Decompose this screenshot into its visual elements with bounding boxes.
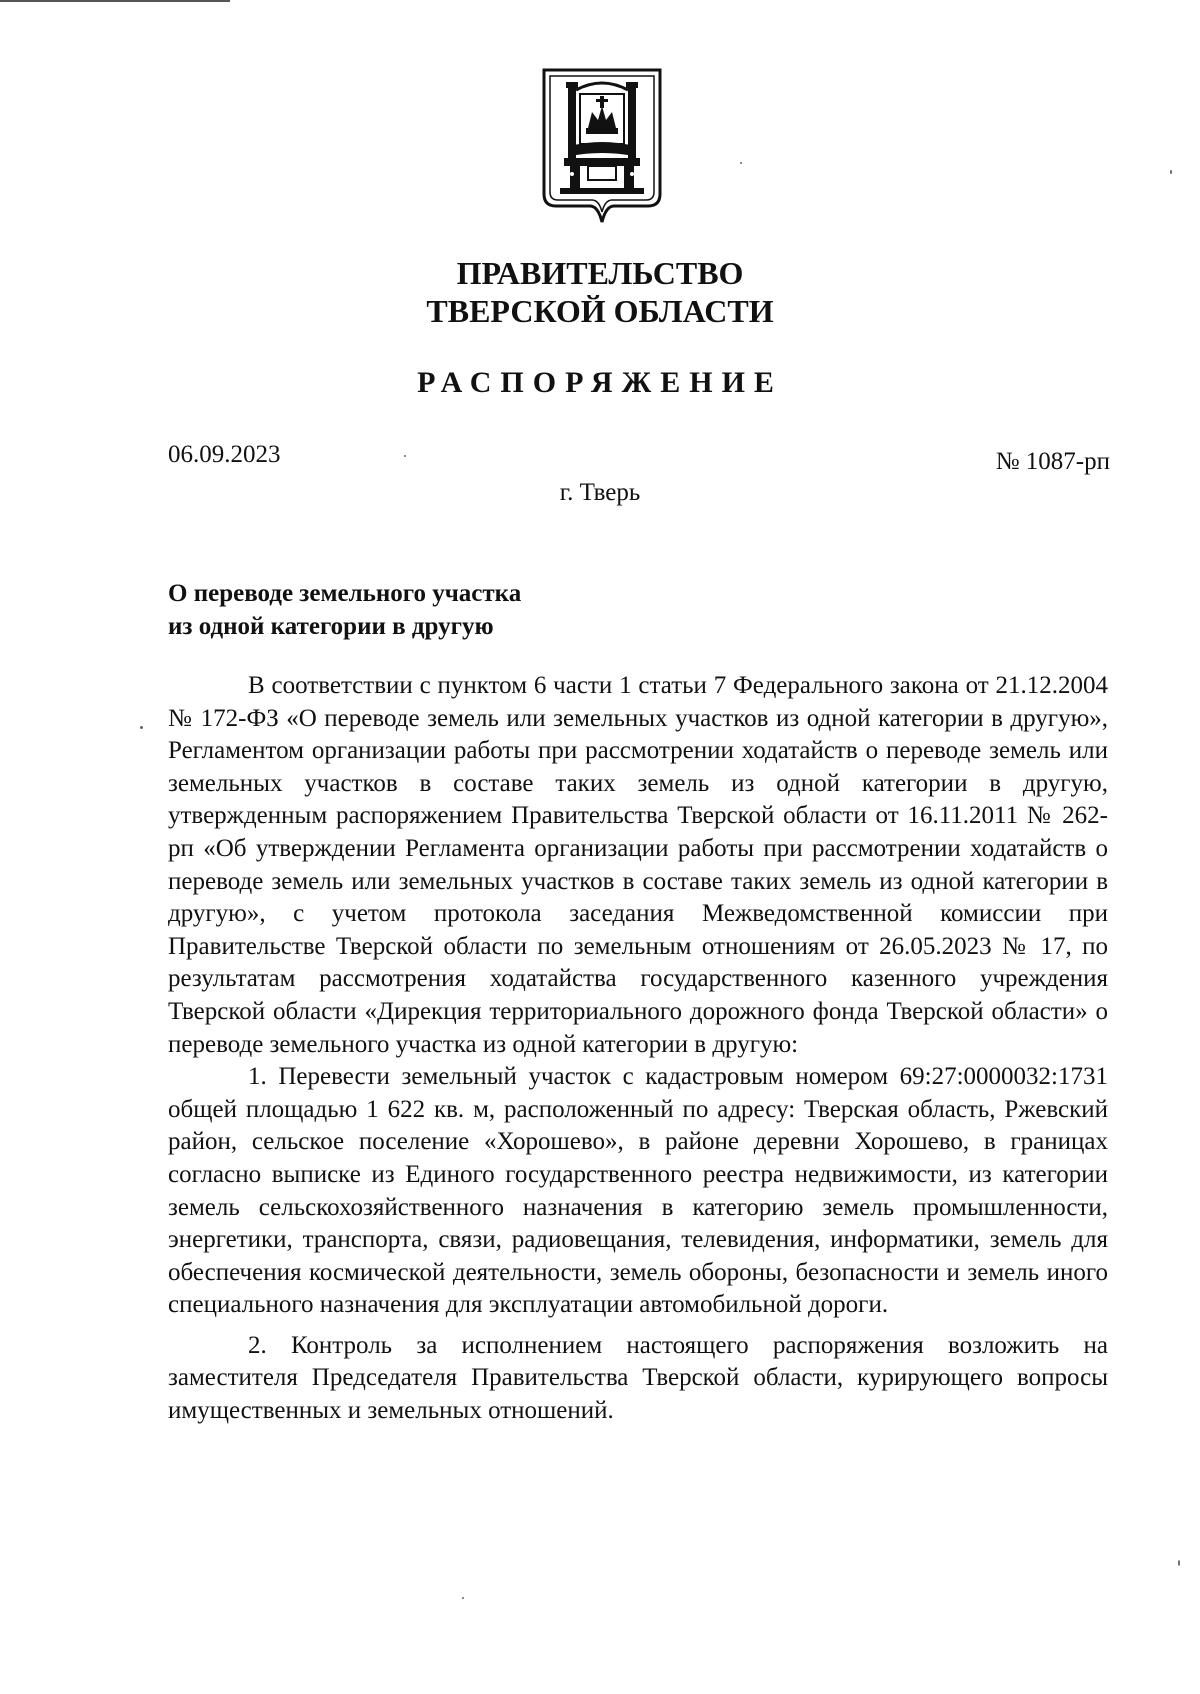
scan-speck (740, 162, 742, 164)
scan-speck (1178, 1560, 1180, 1566)
scan-speck (404, 455, 406, 457)
scan-speck (1170, 170, 1172, 174)
document-type-title: РАСПОРЯЖЕНИЕ (417, 366, 783, 399)
scan-speck (140, 726, 143, 729)
scan-speck (462, 1597, 464, 1599)
organization-name-line1: ПРАВИТЕЛЬСТВО (456, 255, 744, 291)
body-preamble: В соответствии с пунктом 6 части 1 статьи 7 Федерального закона от 21.12.2004 № 172-ФЗ «О переводе земель или земельных участков из одной категории в другую», Регламентом организации работы при рассмотрении ходатайств о переводе земель или земельных участков в составе таких земель из одной категории в другую, утвержденным распоряжением Правительства Тверской области от 16.11.2011 № 262-рп «Об утверждении Регламента организации работы при рассмотрении ходатайств о переводе земель или земельных участков в составе таких земель из одной категории в другую», с учетом протокола заседания Межведомственной комиссии при Правительстве Тверской области по земельным отношениям от 26.05.2023 № 17, по результатам рассмотрения ходатайства государственного казенного учреждения Тверской области «Дирекция территориального дорожного фонда Тверской области» о переводе земельного участка из одной категории в другую: (168, 672, 1108, 1058)
tver-coat-of-arms-icon (540, 66, 664, 226)
document-body (168, 670, 1108, 1428)
scan-edge-mark (0, 0, 230, 2)
document-city: г. Тверь (559, 479, 641, 506)
subject-line2: из одной категории в другую (168, 613, 494, 640)
body-item-2: 2. Контроль за исполнением настоящего распоряжения возложить на заместителя Председателя Правительства Тверской области, курирующего вопросы имущественных и земельных отношений. (168, 1331, 1108, 1425)
organization-name-line2: ТВЕРСКОЙ ОБЛАСТИ (426, 293, 774, 329)
document-date: 06.09.2023 (168, 441, 281, 468)
body-item-1: 1. Перевести земельный участок с кадастровым номером 69:27:0000032:1731 общей площадью 1 622 кв. м, расположенный по адресу: Тверская область, Ржевский район, сельское поселение «Хорошево», в районе деревни Хорошево, в границах согласно выписке из Единого государственного реестра недвижимости, из категории земель сельскохозяйственного назначения в категорию земель промышленности, энергетики, транспорта, связи, радиовещания, телевидения, информатики, земель для обеспечения космической деятельности, земель обороны, безопасности и земель иного специального назначения для эксплуатации автомобильной дороги. (168, 1063, 1108, 1319)
document-number: № 1087-рп (995, 448, 1110, 475)
subject-line1: О переводе земельного участка (168, 580, 522, 607)
document-subject (168, 577, 521, 643)
